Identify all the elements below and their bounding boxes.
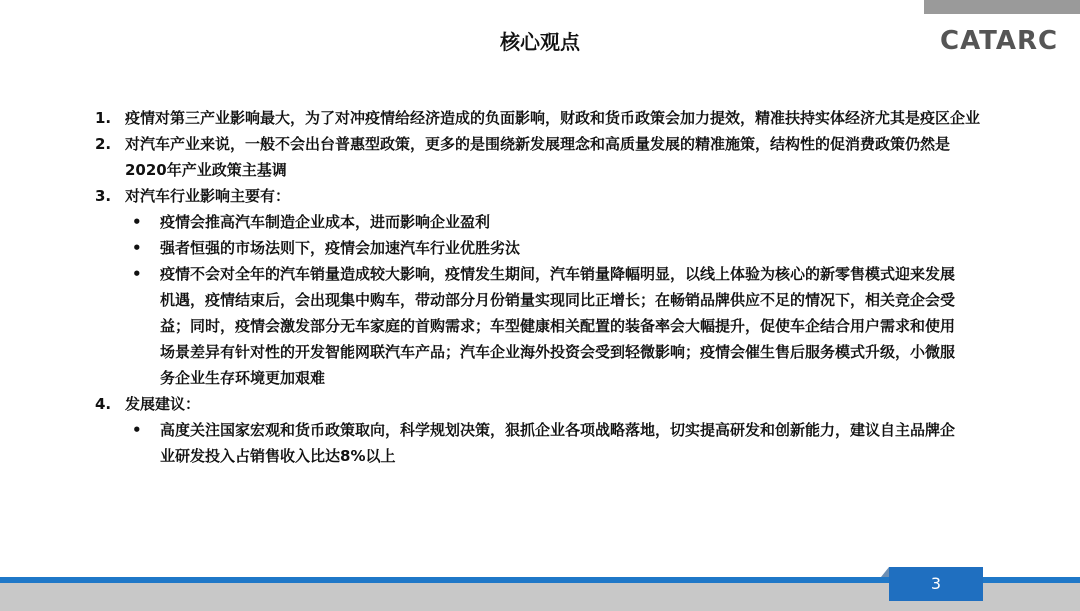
point-text: 发展建议： xyxy=(125,395,201,413)
sub-bullet xyxy=(95,209,985,235)
sub-bullet xyxy=(95,261,985,391)
point-text: 疫情对第三产业影响最大，为了对冲疫情给经济造成的负面影响，财政和货币政策会加力提效，精准扶持实体经济尤其是疫区企业 xyxy=(125,109,981,127)
point-4 xyxy=(95,391,985,417)
sub-bullet xyxy=(95,235,985,261)
sub-bullet-text: 疫情会推高汽车制造企业成本，进而影响企业盈利 xyxy=(160,213,491,231)
page-number: 3 xyxy=(930,574,942,593)
sub-bullet-text: 疫情不会对全年的汽车销量造成较大影响，疫情发生期间，汽车销量降幅明显，以线上体验为核心的新零售模式迎来发展机遇，疫情结束后，会出现集中购车，带动部分月份销量实现同比正增长；在畅销品牌供应不足的情况下，相关竞企会受益；同时，疫情会激发部分无车家庭的首购需求；车型健康相关配置的装备率会大幅提升，促使车企结合用户需求和使用场景差异有针对性的开发智能网联汽车产品；汽车企业海外投资会受到轻微影响；疫情会催生售后服务模式升级，小微服务企业生存环境更加艰难 xyxy=(160,265,956,387)
point-number: 4. xyxy=(95,395,112,413)
bullet-icon: • xyxy=(132,239,142,257)
point-text: 对汽车行业影响主要有： xyxy=(125,187,291,205)
point-3 xyxy=(95,183,985,209)
point-2 xyxy=(95,131,985,183)
bullet-icon: • xyxy=(132,213,142,231)
bullet-icon: • xyxy=(132,265,142,283)
sub-bullet-text: 高度关注国家宏观和货币政策取向，科学规划决策，狠抓企业各项战略落地，切实提高研发和创新能力，建议自主品牌企业研发投入占销售收入比达8%以上 xyxy=(160,421,956,465)
sub-bullet xyxy=(95,417,985,469)
point-number: 3. xyxy=(95,187,112,205)
point-number: 2. xyxy=(95,135,112,153)
slide-content xyxy=(95,105,985,469)
sub-bullet-text: 强者恒强的市场法则下，疫情会加速汽车行业优胜劣汰 xyxy=(160,239,521,257)
point-text: 对汽车产业来说，一般不会出台普惠型政策，更多的是围绕新发展理念和高质量发展的精准施策，结构性的促消费政策仍然是2020年产业政策主基调 xyxy=(125,135,951,179)
catarc-logo: CATARC xyxy=(940,26,1059,56)
point-1 xyxy=(95,105,985,131)
page-tab-corner xyxy=(881,567,889,577)
point-number: 1. xyxy=(95,109,112,127)
bullet-icon: • xyxy=(132,421,142,439)
top-right-bar xyxy=(924,0,1080,14)
slide-title: 核心观点 xyxy=(500,30,580,54)
